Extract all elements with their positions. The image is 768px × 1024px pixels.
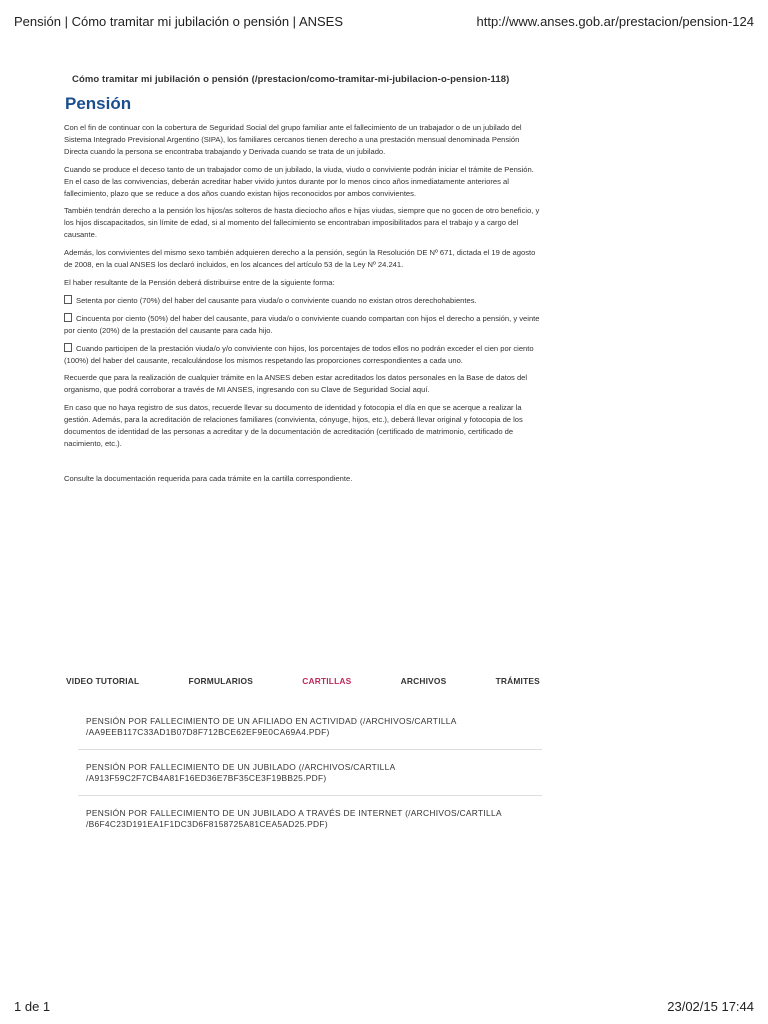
file-link[interactable]: PENSIÓN POR FALLECIMIENTO DE UN JUBILADO (/ARCHIVOS/CARTILLA /A913F59C2F7CB4A81F16ED36E7BF35CE3F19BB25.PDF)	[78, 758, 542, 796]
tab-video-tutorial[interactable]: VIDEO TUTORIAL	[66, 676, 140, 686]
tab-bar	[66, 676, 540, 686]
bullet-item	[64, 343, 540, 367]
body-text	[64, 122, 540, 450]
paragraph: Con el fin de continuar con la cobertura de Seguridad Social del grupo familiar ante el fallecimiento de un trabajador o de un jubilado del Sistema Integrado Previsional Argentino (SIPA), los familiares cercanos tienen derecho a una prestación mensual denominada Pensión Directa cuando la persona se encontraba trabajando y Derivada cuando se trata de un jubilado.	[64, 123, 522, 156]
tab-tramites[interactable]: TRÁMITES	[495, 676, 540, 686]
bullet-text: Cuando participen de la prestación viuda/o y/o conviviente con hijos, los porcentajes de todos ellos no podrán exceder el cien por ciento (100%) del haber del causante, recalculándose los mismos respetando las proporciones correspondientes a cada uno.	[64, 343, 534, 365]
page-title: Pensión	[65, 94, 132, 113]
paragraph: También tendrán derecho a la pensión los hijos/as solteros de hasta dieciocho años e hijas viudas, siempre que no gocen de otro beneficio, y los hijos discapacitados, sin límite de edad, si al momento del fallecimiento se encontraban imposibilitados para el trabajo y a cargo del causante.	[64, 206, 540, 240]
consult-note: Consulte la documentación requerida para cada trámite en la cartilla correspondiente.	[64, 473, 353, 483]
file-link[interactable]: PENSIÓN POR FALLECIMIENTO DE UN AFILIADO EN ACTIVIDAD (/ARCHIVOS/CARTILLA /AA9EEB117C33AD1B07D8F712BCE62EF9E0CA69A4.PDF)	[78, 712, 542, 750]
bullet-box-icon	[64, 343, 72, 352]
bullet-box-icon	[64, 313, 72, 322]
print-header-title: Pensión | Cómo tramitar mi jubilación o pensión | ANSES	[14, 14, 344, 29]
main-content	[64, 74, 540, 483]
bullet-text: Cincuenta por ciento (50%) del haber del causante, para viuda/o o conviviente cuando compartan con hijos el derecho a pensión, y veinte por ciento (20%) de la prestación del causante para cada hijo.	[64, 313, 540, 335]
paragraph: Cuando se produce el deceso tanto de un trabajador como de un jubilado, la viuda, viudo o conviviente podrán iniciar el trámite de Pensión. En el caso de las convivencias, deberán acreditar haber vivido juntos durante por lo menos cinco años inmediatamente anteriores al fallecimiento, plazo que se reduce a dos años cuando existan hijos reconocidos por ambos convivientes.	[64, 164, 534, 198]
print-timestamp: 23/02/15 17:44	[667, 999, 754, 1014]
tab-formularios[interactable]: FORMULARIOS	[188, 676, 254, 686]
print-header	[14, 14, 754, 29]
bullet-box-icon	[64, 295, 72, 304]
paragraph: Recuerde que para la realización de cualquier trámite en la ANSES deben estar acreditados los datos personales en la Base de datos del organismo, que podrá corroborar a través de MI ANSES, ingresando con su Clave de Seguridad Social aquí.	[64, 373, 528, 395]
print-footer	[14, 999, 754, 1014]
bullet-item	[64, 295, 540, 307]
print-header-url: http://www.anses.gob.ar/prestacion/pension-124	[476, 14, 754, 29]
page-count: 1 de 1	[14, 999, 51, 1014]
tab-cartillas[interactable]: CARTILLAS	[302, 676, 352, 686]
file-link[interactable]: PENSIÓN POR FALLECIMIENTO DE UN JUBILADO A TRAVÉS DE INTERNET (/ARCHIVOS/CARTILLA /B6F4C23D191EA1F1DC3D6F8158725A81CEA5AD25.PDF)	[86, 808, 502, 829]
bullet-text: Setenta por ciento (70%) del haber del causante para viuda/o o conviviente cuando no existan otros derechohabientes.	[76, 295, 477, 305]
file-list	[78, 712, 542, 849]
breadcrumb[interactable]: Cómo tramitar mi jubilación o pensión (/prestacion/como-tramitar-mi-jubilacion-o-pension-118)	[72, 74, 510, 85]
tab-archivos[interactable]: ARCHIVOS	[400, 676, 447, 686]
paragraph: El haber resultante de la Pensión deberá distribuirse entre de la siguiente forma:	[64, 277, 335, 287]
paragraph: Además, los convivientes del mismo sexo también adquieren derecho a la pensión, según la Resolución DE Nº 671, dictada el 19 de agosto de 2008, en la cual ANSES los declaró incluidos, en los alcances del artículo 53 de la Ley Nº 24.241.	[64, 248, 536, 270]
bullet-item	[64, 313, 540, 337]
paragraph: En caso que no haya registro de sus datos, recuerde llevar su documento de identidad y fotocopia el día en que se acerque a realizar la gestión. Además, para la acreditación de relaciones familiares (convivienta, cónyuge, hijos, etc.), deberá llevar original y fotocopia de los documentos de identidad de las personas a acreditar y de la documentación de acreditación (certificado de matrimonio, certificado de nacimiento, etc.).	[64, 403, 523, 448]
